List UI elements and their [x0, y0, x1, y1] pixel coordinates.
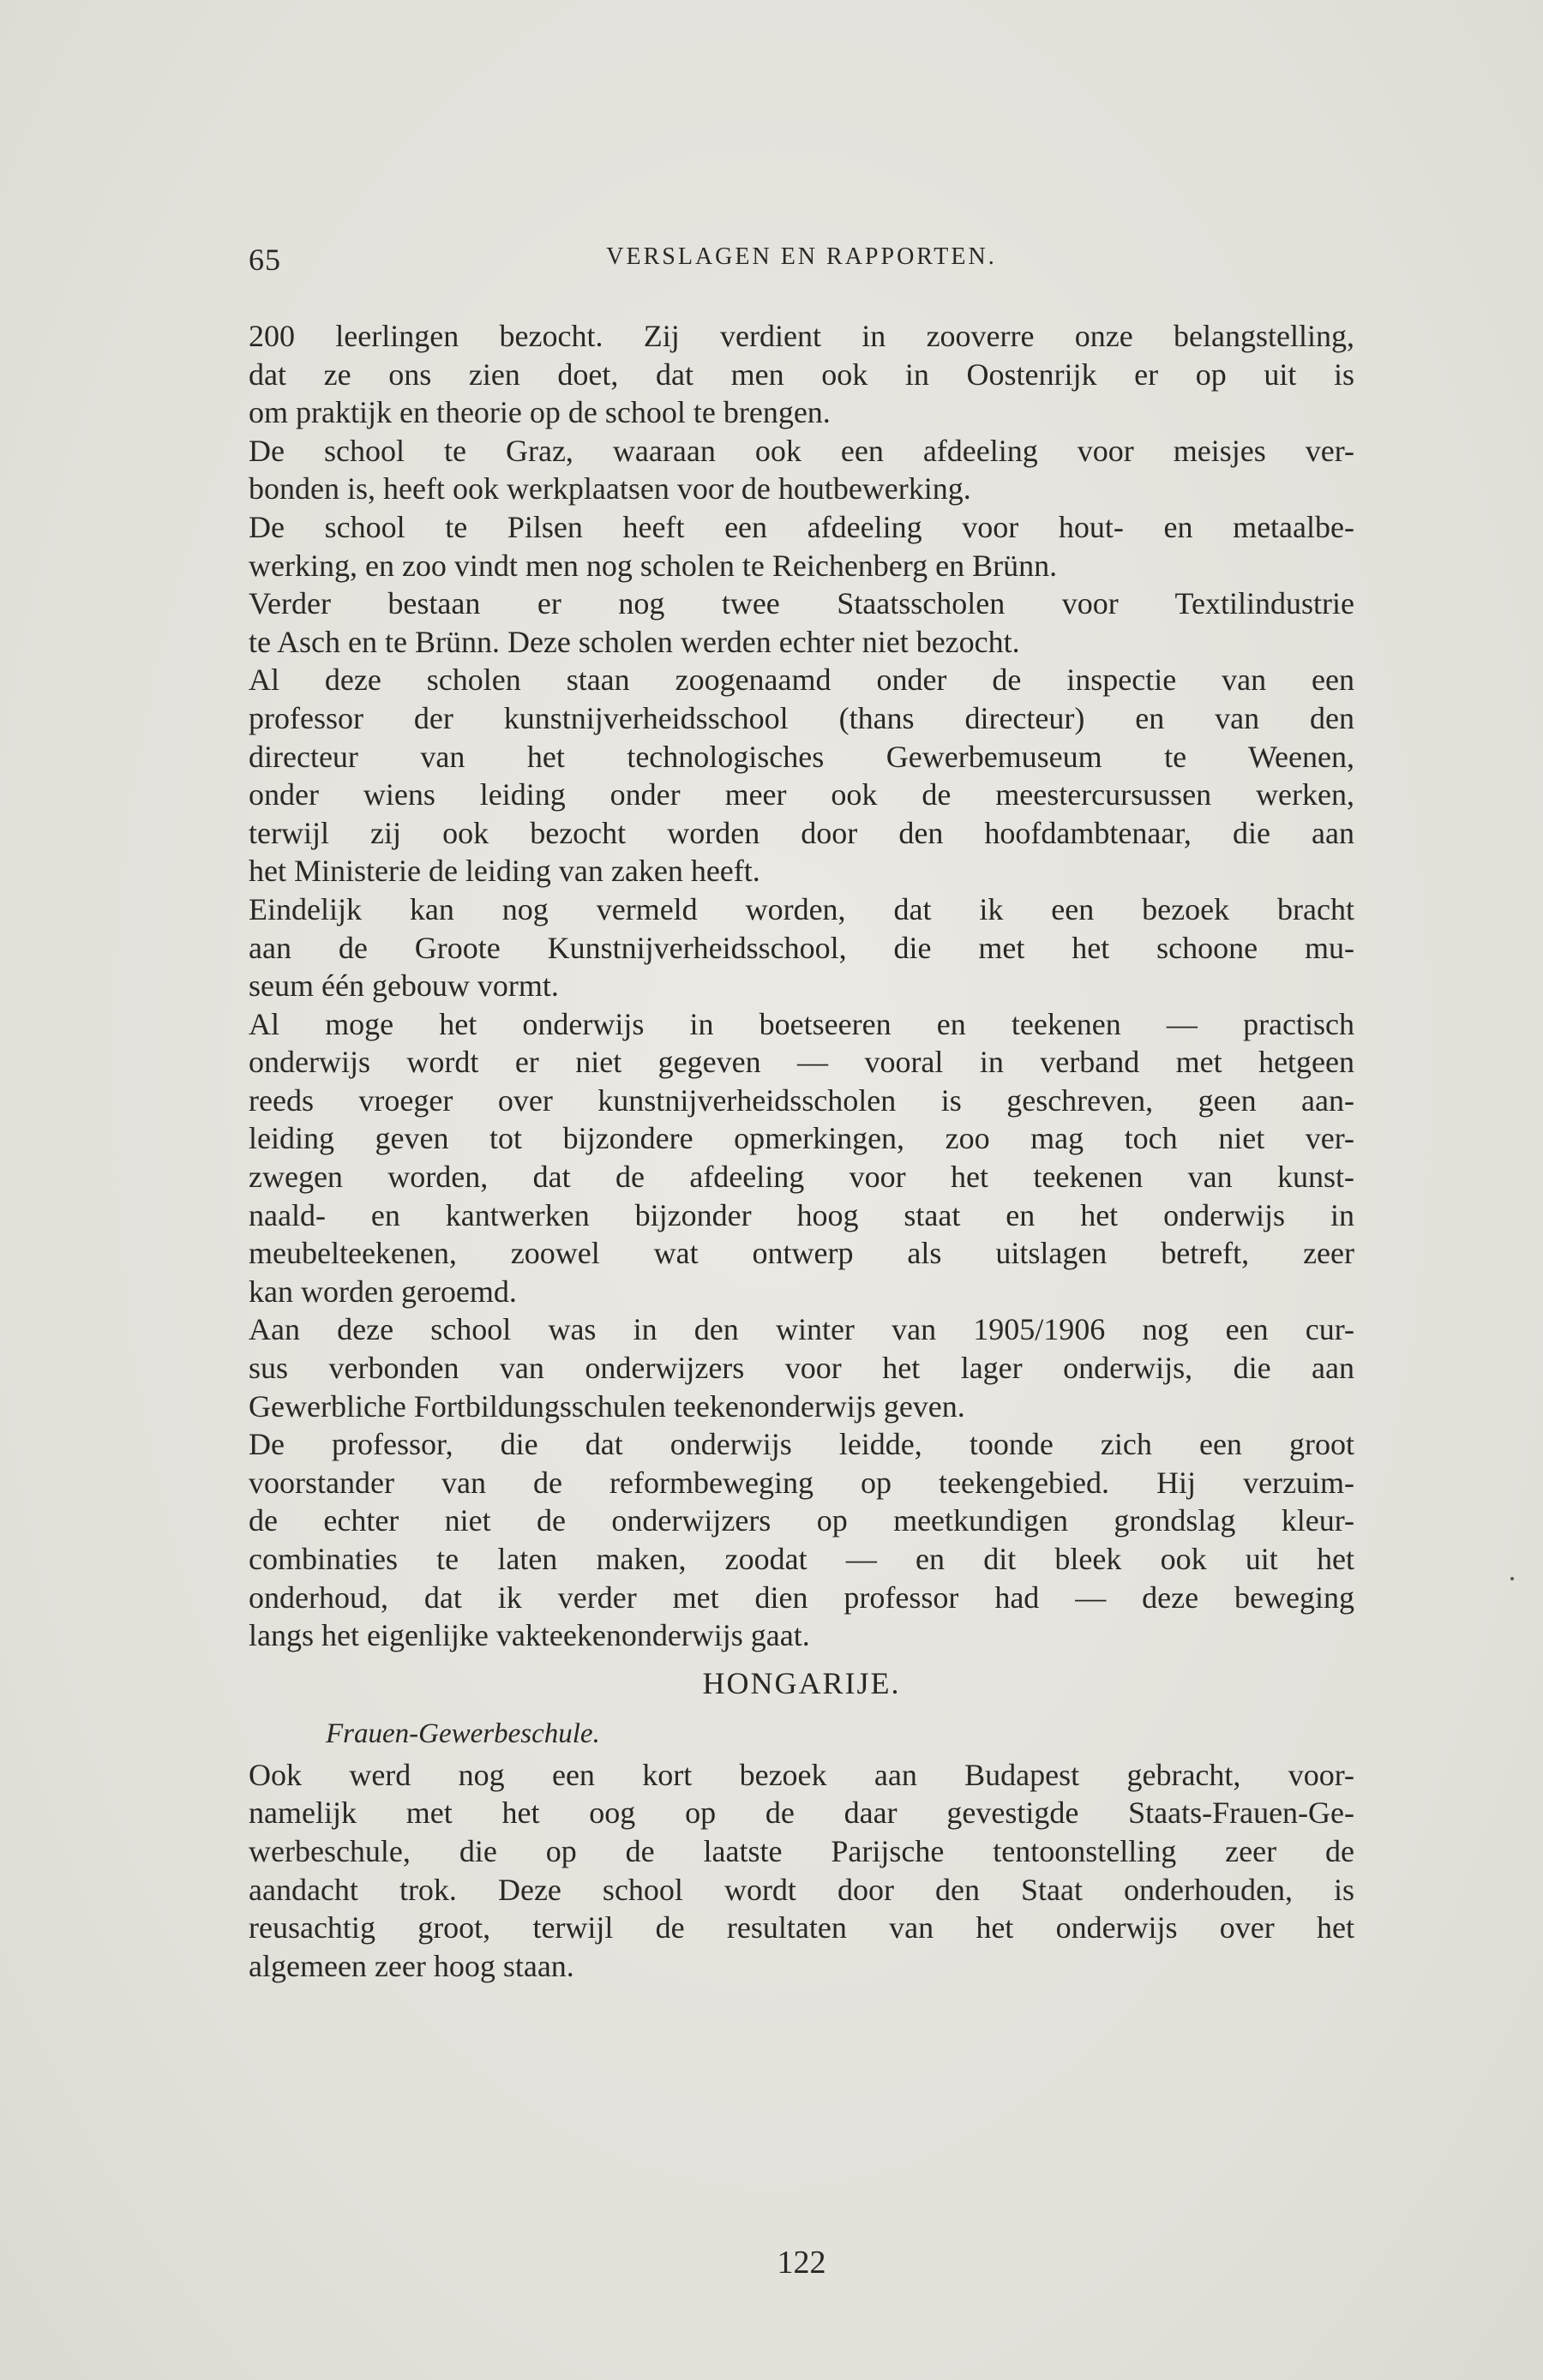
- subsection-heading: Frauen-Gewerbeschule.: [326, 1718, 600, 1749]
- text-line: het Ministerie de leiding van zaken heeft.: [249, 854, 760, 889]
- text-line: professor der kunstnijverheidsschool (thans directeur) en van den: [249, 700, 1354, 735]
- text-line: directeur van het technologisches Gewerbemuseum te Weenen,: [249, 739, 1354, 774]
- text-line: meubelteekenen, zoowel wat ontwerp als uitslagen betreft, zeer: [249, 1236, 1354, 1271]
- text-line: om praktijk en theorie op de school te brengen.: [249, 395, 831, 430]
- text-line: te Asch en te Brünn. Deze scholen werden echter niet bezocht.: [249, 624, 1020, 659]
- text-line: reusachtig groot, terwijl de resultaten van het onderwijs over het: [249, 1910, 1354, 1945]
- text-line: combinaties te laten maken, zoodat — en dit bleek ook uit het: [249, 1542, 1354, 1576]
- text-line: algemeen zeer hoog staan.: [249, 1948, 574, 1983]
- text-line: Gewerbliche Fortbildungsschulen teekenonderwijs geven.: [249, 1388, 965, 1424]
- text-line: werking, en zoo vindt men nog scholen te Reichenberg en Brünn.: [249, 548, 1058, 583]
- text-line: De school te Pilsen heeft een afdeeling voor hout- en metaalbe-: [249, 509, 1354, 544]
- paper-speck: [1510, 1577, 1514, 1580]
- text-line: Verder bestaan er nog twee Staatsscholen voor Textilindustrie: [249, 586, 1354, 621]
- text-line: terwijl zij ook bezocht worden door den hoofdambtenaar, die aan: [249, 815, 1354, 850]
- text-line: sus verbonden van onderwijzers voor het lager onderwijs, die aan: [249, 1351, 1354, 1386]
- text-line: Aan deze school was in den winter van 1905/1906 nog een cur-: [249, 1312, 1354, 1347]
- text-line: Ook werd nog een kort bezoek aan Budapest gebracht, voor-: [249, 1757, 1354, 1792]
- text-line: aan de Groote Kunstnijverheidsschool, die met het schoone mu-: [249, 930, 1354, 965]
- text-line: dat ze ons zien doet, dat men ook in Oostenrijk er op uit is: [249, 357, 1354, 392]
- text-line: langs het eigenlijke vakteekenonderwijs gaat.: [249, 1618, 810, 1653]
- text-line: aandacht trok. Deze school wordt door den Staat onderhouden, is: [249, 1872, 1354, 1907]
- text-line: Al deze scholen staan zoogenaamd onder de inspectie van een: [249, 662, 1354, 698]
- text-line: de echter niet de onderwijzers op meetkundigen grondslag kleur-: [249, 1503, 1354, 1538]
- text-line: werbeschule, die op de laatste Parijsche tentoonstelling zeer de: [249, 1833, 1354, 1868]
- text-line: naald- en kantwerken bijzonder hoog staat en het onderwijs in: [249, 1197, 1354, 1232]
- text-line: Al moge het onderwijs in boetseeren en teekenen — practisch: [249, 1006, 1354, 1041]
- page-number: 65: [249, 243, 281, 277]
- text-line: reeds vroeger over kunstnijverheidsscholen is geschreven, geen aan-: [249, 1082, 1354, 1118]
- body-text: [249, 317, 1354, 1985]
- text-line: namelijk met het oog op de daar gevestigde Staats-Frauen-Ge-: [249, 1795, 1354, 1831]
- section-heading: HONGARIJE.: [702, 1665, 901, 1700]
- text-line: onder wiens leiding onder meer ook de meestercursussen werken,: [249, 777, 1354, 812]
- text-line: Eindelijk kan nog vermeld worden, dat ik een bezoek bracht: [249, 891, 1354, 926]
- text-line: 200 leerlingen bezocht. Zij verdient in zooverre onze belangstelling,: [249, 319, 1354, 353]
- text-line: onderhoud, dat ik verder met dien professor had — deze beweging: [249, 1580, 1354, 1615]
- text-line: voorstander van de reformbeweging op teekengebied. Hij verzuim-: [249, 1465, 1354, 1500]
- text-line: zwegen worden, dat de afdeeling voor het teekenen van kunst-: [249, 1160, 1354, 1195]
- text-line: De professor, die dat onderwijs leidde, toonde zich een groot: [249, 1427, 1354, 1462]
- text-line: kan worden geroemd.: [249, 1274, 517, 1309]
- text-line: bonden is, heeft ook werkplaatsen voor de houtbewerking.: [249, 471, 971, 507]
- running-title: VERSLAGEN EN RAPPORTEN.: [606, 243, 997, 270]
- page-header: [249, 242, 1354, 285]
- text-line: seum één gebouw vormt.: [249, 968, 559, 1004]
- text-line: De school te Graz, waaraan ook een afdeeling voor meisjes ver-: [249, 433, 1354, 468]
- text-line: leiding geven tot bijzondere opmerkingen, zoo mag toch niet ver-: [249, 1121, 1354, 1156]
- text-line: onderwijs wordt er niet gegeven — vooral in verband met hetgeen: [249, 1045, 1354, 1080]
- signature-mark: 122: [777, 2245, 826, 2281]
